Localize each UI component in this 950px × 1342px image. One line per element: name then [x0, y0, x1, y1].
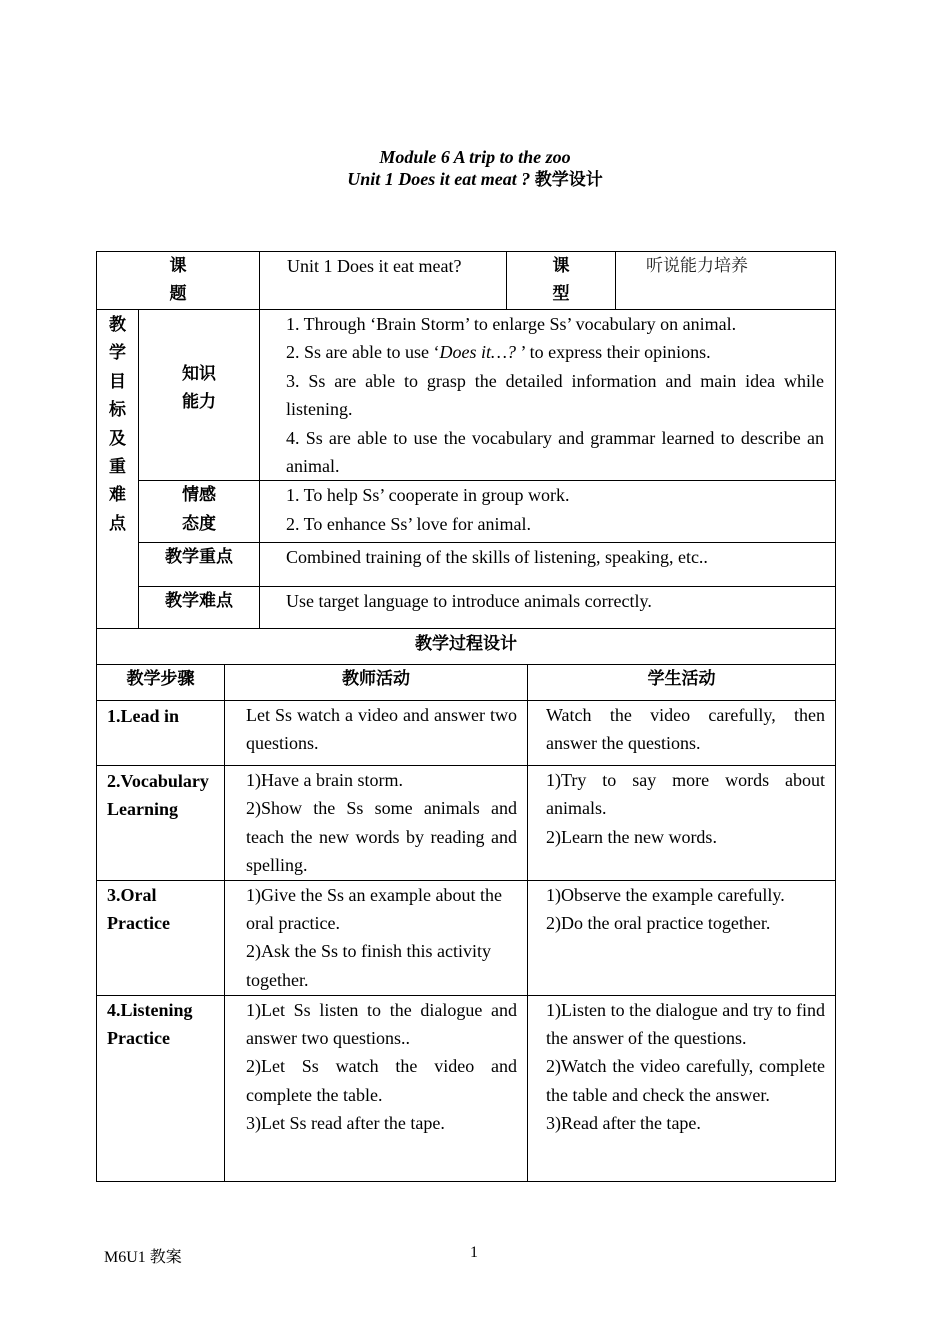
- document-title: [0, 146, 950, 191]
- knowledge-item: 3. Ss are able to grasp the detailed information and main idea while listening.: [286, 370, 824, 420]
- knowledge-item: 4. Ss are able to use the vocabulary and grammar learned to describe an animal.: [286, 427, 824, 477]
- key-point-label: 教学重点: [139, 543, 260, 587]
- difficulty-value: Use target language to introduce animals correctly.: [260, 587, 836, 629]
- type-value: 听说能力培养: [616, 252, 836, 310]
- table-row: [97, 880, 836, 995]
- lesson-label: 课 题: [97, 252, 260, 310]
- objectives-table: [96, 251, 835, 629]
- page-number: 1: [470, 1244, 478, 1261]
- teacher-cell: 1)Let Ss listen to the dialogue and answer two questions.. 2)Let Ss watch the video and complete the table. 3)Let Ss read after the tape.: [225, 995, 528, 1181]
- step-cell: 2.Vocabulary Learning: [97, 766, 225, 881]
- table-row: [97, 701, 836, 766]
- step-cell: 1.Lead in: [97, 701, 225, 766]
- process-heading-row: [97, 629, 836, 665]
- process-table: [96, 628, 835, 1182]
- teacher-cell: 1)Have a brain storm. 2)Show the Ss some animals and teach the new words by reading and spelling.: [225, 766, 528, 881]
- teacher-cell: Let Ss watch a video and answer two questions.: [225, 701, 528, 766]
- student-cell: Watch the video carefully, then answer the questions.: [528, 701, 836, 766]
- title-line-1: Module 6 A trip to the zoo: [379, 147, 571, 167]
- table-row: [97, 766, 836, 881]
- column-header-step: 教学步骤: [97, 665, 225, 701]
- student-cell: 1)Observe the example carefully. 2)Do the oral practice together.: [528, 880, 836, 995]
- info-row: [97, 252, 836, 310]
- footer-label: M6U1 教案: [104, 1249, 182, 1266]
- difficulty-row: [97, 587, 836, 629]
- column-header-teacher: 教师活动: [225, 665, 528, 701]
- key-point-row: [97, 543, 836, 587]
- knowledge-row: [97, 310, 836, 481]
- attitude-label: 情感 态度: [139, 481, 260, 543]
- knowledge-label: 知识 能力: [139, 310, 260, 481]
- knowledge-items: [260, 310, 836, 481]
- attitude-item: 1. To help Ss’ cooperate in group work.: [286, 485, 570, 506]
- title-line-2: Unit 1 Does it eat meat ? 教学设计: [347, 169, 603, 190]
- teacher-cell: 1)Give the Ss an example about the oral practice. 2)Ask the Ss to finish this activity together.: [225, 880, 528, 995]
- knowledge-item: 1. Through ‘Brain Storm’ to enlarge Ss’ vocabulary on animal.: [286, 314, 737, 334]
- lesson-value: Unit 1 Does it eat meat?: [260, 252, 507, 310]
- column-header-student: 学生活动: [528, 665, 836, 701]
- process-heading: 教学过程设计: [97, 629, 836, 665]
- difficulty-label: 教学难点: [139, 587, 260, 629]
- attitude-item: 2. To enhance Ss’ love for animal.: [286, 513, 532, 534]
- student-cell: 1)Try to say more words about animals. 2)Learn the new words.: [528, 766, 836, 881]
- key-point-value: Combined training of the skills of listening, speaking, etc..: [260, 543, 836, 587]
- knowledge-item: 2. Ss are able to use ‘Does it…? ’ to express their opinions.: [286, 342, 711, 363]
- table-row: [97, 995, 836, 1181]
- attitude-row: [97, 481, 836, 543]
- step-cell: 3.Oral Practice: [97, 880, 225, 995]
- student-cell: 1)Listen to the dialogue and try to find the answer of the questions. 2)Watch the video carefully, complete the table and check the answer. 3)Read after the tape.: [528, 995, 836, 1181]
- process-header-row: [97, 665, 836, 701]
- objectives-group-label: 教 学 目 标 及 重 难 点: [97, 310, 139, 629]
- step-cell: 4.Listening Practice: [97, 995, 225, 1181]
- type-label: 课 型: [507, 252, 616, 310]
- attitude-items: [260, 481, 836, 543]
